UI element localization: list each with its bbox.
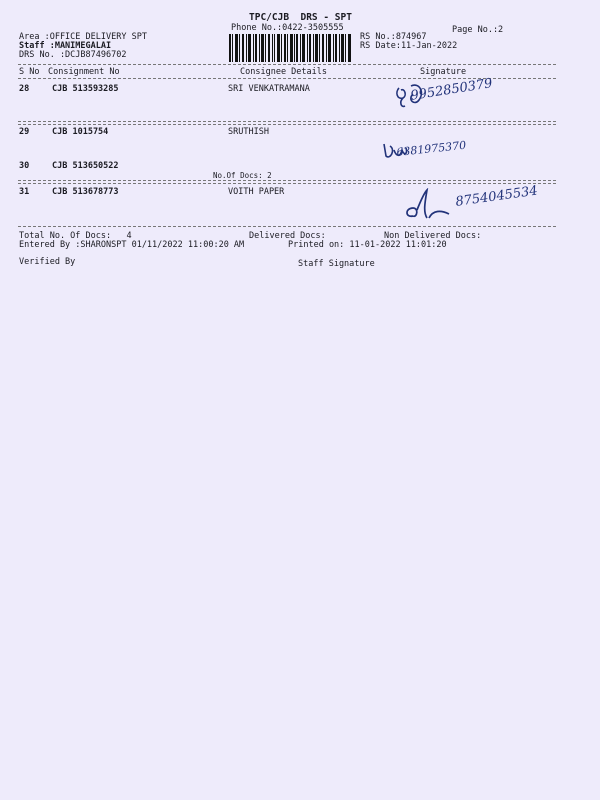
printed-on: Printed on: 11-01-2022 11:01:20: [288, 240, 447, 250]
verified-by: Verified By: [19, 257, 76, 267]
drs-number: DRS No. :DCJB87496702: [19, 50, 127, 60]
handwritten-signature: [403, 188, 453, 224]
row-consignment: CJB 513593285: [52, 84, 119, 94]
row-consignee: VOITH PAPER: [228, 187, 285, 197]
total-docs: Total No. Of Docs: 4: [19, 231, 132, 241]
row-consignee: SRI VENKATRAMANA: [228, 84, 310, 94]
row-sno: 29: [19, 127, 30, 137]
staff-signature-label: Staff Signature: [298, 259, 375, 269]
row-consignment: CJB 513678773: [52, 187, 119, 197]
col-header-sno: S No: [19, 67, 40, 77]
non-delivered-docs: Non Delivered Docs:: [384, 231, 482, 241]
header-divider-top: [18, 64, 556, 65]
row-consignee: SRUTHISH: [228, 127, 269, 137]
rs-number: RS No.:874967: [360, 32, 427, 42]
barcode: [229, 34, 351, 62]
row-signature-phone: 6381975370: [395, 138, 467, 159]
staff-label: Staff :MANIMEGALAI: [19, 41, 112, 51]
row-signature-phone: 8754045534: [454, 183, 539, 210]
page-number: Page No.:2: [452, 25, 504, 35]
col-header-consignee: Consignee Details: [240, 67, 327, 77]
table-divider-bottom: [18, 226, 556, 227]
rs-date: RS Date:11-Jan-2022: [360, 41, 458, 51]
row-consignment: CJB 513650522: [52, 161, 119, 171]
no-of-docs-note: No.Of Docs: 2: [213, 171, 272, 180]
row-signature-phone: 9952850379: [409, 76, 494, 104]
row-sno: 28: [19, 84, 30, 94]
col-header-signature: Signature: [420, 67, 467, 77]
row-sno: 30: [19, 161, 30, 171]
col-header-consignment: Consignment No: [48, 67, 120, 77]
row-divider: [18, 180, 556, 181]
row-consignment: CJB 1015754: [52, 127, 109, 137]
row-sno: 31: [19, 187, 30, 197]
delivered-docs: Delivered Docs:: [249, 231, 326, 241]
area-label: Area :OFFICE DELIVERY SPT: [19, 32, 147, 42]
document-title: TPC/CJB DRS - SPT: [249, 12, 352, 23]
phone-number: Phone No.:0422-3505555: [231, 23, 344, 33]
row-divider: [18, 124, 556, 125]
row-divider: [18, 183, 556, 184]
row-divider: [18, 121, 556, 122]
entered-by: Entered By :SHARONSPT 01/11/2022 11:00:20 AM: [19, 240, 245, 250]
